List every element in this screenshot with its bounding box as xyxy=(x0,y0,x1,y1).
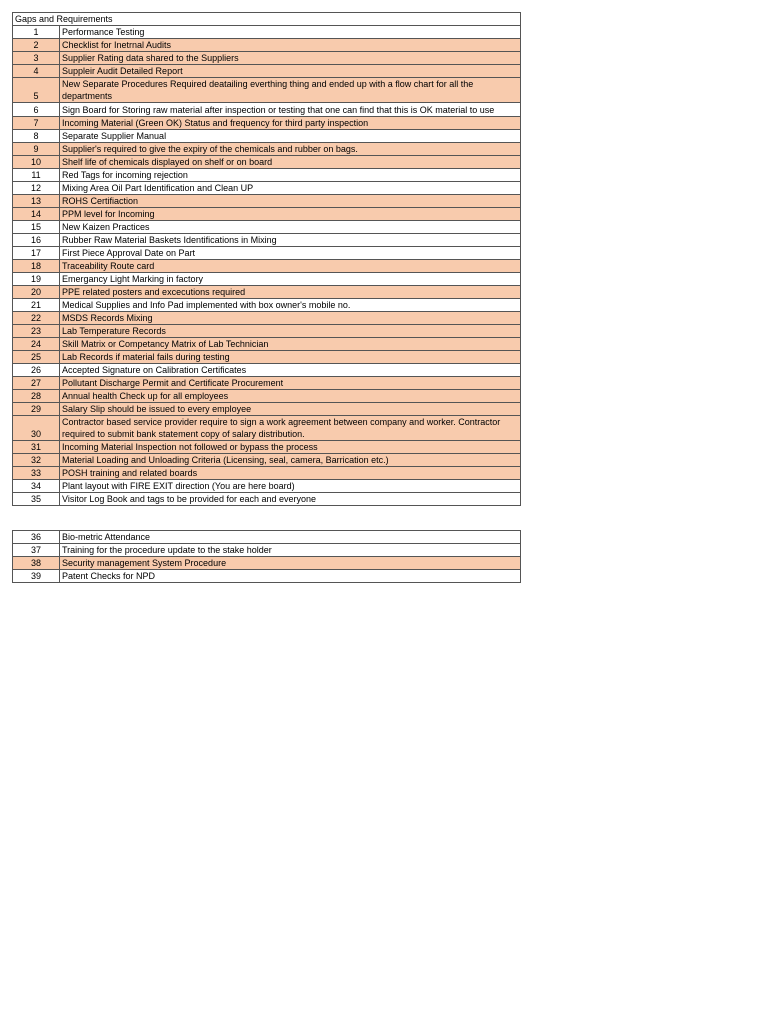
row-number-cell[interactable]: 19 xyxy=(13,273,60,286)
row-number-cell[interactable]: 36 xyxy=(13,531,60,544)
table-row xyxy=(13,169,521,182)
table-row xyxy=(13,570,521,583)
requirement-cell[interactable]: Separate Supplier Manual xyxy=(60,130,521,143)
requirement-cell[interactable]: PPE related posters and excecutions required xyxy=(60,286,521,299)
row-number-cell[interactable]: 17 xyxy=(13,247,60,260)
row-number-cell[interactable]: 27 xyxy=(13,377,60,390)
requirement-cell[interactable]: Shelf life of chemicals displayed on shelf or on board xyxy=(60,156,521,169)
requirement-cell[interactable]: Security management System Procedure xyxy=(60,557,521,570)
table-title[interactable]: Gaps and Requirements xyxy=(13,13,521,26)
requirement-cell[interactable]: New Kaizen Practices xyxy=(60,221,521,234)
table-row xyxy=(13,557,521,570)
requirement-cell[interactable]: Rubber Raw Material Baskets Identifications in Mixing xyxy=(60,234,521,247)
row-number-cell[interactable]: 16 xyxy=(13,234,60,247)
requirement-cell[interactable]: PPM level for Incoming xyxy=(60,208,521,221)
requirement-cell[interactable]: Performance Testing xyxy=(60,26,521,39)
requirement-cell[interactable]: Visitor Log Book and tags to be provided for each and everyone xyxy=(60,493,521,506)
row-number-cell[interactable]: 23 xyxy=(13,325,60,338)
table-row xyxy=(13,65,521,78)
row-number-cell[interactable]: 20 xyxy=(13,286,60,299)
table-row xyxy=(13,156,521,169)
row-number-cell[interactable]: 30 xyxy=(13,416,60,441)
row-number-cell[interactable]: 24 xyxy=(13,338,60,351)
row-number-cell[interactable]: 4 xyxy=(13,65,60,78)
table-row xyxy=(13,390,521,403)
requirement-cell[interactable]: Pollutant Discharge Permit and Certificate Procurement xyxy=(60,377,521,390)
table-row xyxy=(13,467,521,480)
table-title-row xyxy=(13,13,521,26)
table-row xyxy=(13,325,521,338)
requirement-cell[interactable]: Patent Checks for NPD xyxy=(60,570,521,583)
row-number-cell[interactable]: 28 xyxy=(13,390,60,403)
row-number-cell[interactable]: 18 xyxy=(13,260,60,273)
table-row xyxy=(13,182,521,195)
table-row xyxy=(13,351,521,364)
row-number-cell[interactable]: 34 xyxy=(13,480,60,493)
requirement-cell[interactable]: Supplier Rating data shared to the Suppliers xyxy=(60,52,521,65)
table-row xyxy=(13,544,521,557)
row-number-cell[interactable]: 10 xyxy=(13,156,60,169)
table-row xyxy=(13,286,521,299)
row-number-cell[interactable]: 8 xyxy=(13,130,60,143)
table-row xyxy=(13,403,521,416)
requirement-cell[interactable]: Lab Temperature Records xyxy=(60,325,521,338)
table-row xyxy=(13,312,521,325)
requirement-cell[interactable]: Red Tags for incoming rejection xyxy=(60,169,521,182)
row-number-cell[interactable]: 1 xyxy=(13,26,60,39)
table-row xyxy=(13,130,521,143)
table-row xyxy=(13,260,521,273)
requirement-cell[interactable]: Mixing Area Oil Part Identification and Clean UP xyxy=(60,182,521,195)
table-row xyxy=(13,117,521,130)
row-number-cell[interactable]: 22 xyxy=(13,312,60,325)
row-number-cell[interactable]: 37 xyxy=(13,544,60,557)
table-row xyxy=(13,247,521,260)
table-row xyxy=(13,531,521,544)
row-number-cell[interactable]: 15 xyxy=(13,221,60,234)
requirement-cell[interactable]: MSDS Records Mixing xyxy=(60,312,521,325)
requirement-cell[interactable]: Traceability Route card xyxy=(60,260,521,273)
requirement-cell[interactable]: POSH training and related boards xyxy=(60,467,521,480)
requirement-cell[interactable]: Checklist for Inetrnal Audits xyxy=(60,39,521,52)
spreadsheet xyxy=(12,12,521,583)
row-number-cell[interactable]: 32 xyxy=(13,454,60,467)
row-number-cell[interactable]: 3 xyxy=(13,52,60,65)
table-row xyxy=(13,493,521,506)
table-row xyxy=(13,454,521,467)
row-number-cell[interactable]: 26 xyxy=(13,364,60,377)
requirement-cell[interactable]: Annual health Check up for all employees xyxy=(60,390,521,403)
requirement-cell[interactable]: ROHS Certifiaction xyxy=(60,195,521,208)
requirement-cell[interactable]: Contractor based service provider require to sign a work agreement between company and worker. Contractor required to submit bank statement copy of salary distribution. xyxy=(60,416,521,441)
row-number-cell[interactable]: 9 xyxy=(13,143,60,156)
table-row xyxy=(13,103,521,117)
table-row xyxy=(13,26,521,39)
row-number-cell[interactable]: 31 xyxy=(13,441,60,454)
table-row xyxy=(13,299,521,312)
row-number-cell[interactable]: 35 xyxy=(13,493,60,506)
requirement-cell[interactable]: First Piece Approval Date on Part xyxy=(60,247,521,260)
table-row xyxy=(13,364,521,377)
requirement-cell[interactable]: New Separate Procedures Required deatailing everthing thing and ended up with a flow chart for all the departments xyxy=(60,78,521,103)
row-number-cell[interactable]: 11 xyxy=(13,169,60,182)
table-row xyxy=(13,143,521,156)
row-number-cell[interactable]: 29 xyxy=(13,403,60,416)
table-row xyxy=(13,52,521,65)
row-number-cell[interactable]: 7 xyxy=(13,117,60,130)
row-number-cell[interactable]: 6 xyxy=(13,103,60,117)
table-row xyxy=(13,221,521,234)
table-row xyxy=(13,234,521,247)
row-number-cell[interactable]: 13 xyxy=(13,195,60,208)
table-row xyxy=(13,377,521,390)
requirement-cell[interactable]: Emergancy Light Marking in factory xyxy=(60,273,521,286)
requirement-cell[interactable]: Training for the procedure update to the stake holder xyxy=(60,544,521,557)
requirement-cell[interactable]: Plant layout with FIRE EXIT direction (You are here board) xyxy=(60,480,521,493)
row-number-cell[interactable]: 33 xyxy=(13,467,60,480)
table-row xyxy=(13,338,521,351)
table-row xyxy=(13,416,521,441)
requirements-table xyxy=(12,12,521,506)
row-number-cell[interactable]: 38 xyxy=(13,557,60,570)
requirement-cell[interactable]: Medical Supplies and Info Pad implemented with box owner's mobile no. xyxy=(60,299,521,312)
requirement-cell[interactable]: Incoming Material (Green OK) Status and frequency for third party inspection xyxy=(60,117,521,130)
requirement-cell[interactable]: Lab Records if material fails during testing xyxy=(60,351,521,364)
row-number-cell[interactable]: 21 xyxy=(13,299,60,312)
table-row xyxy=(13,208,521,221)
table-row xyxy=(13,441,521,454)
requirement-cell[interactable]: Bio-metric Attendance xyxy=(60,531,521,544)
requirement-cell[interactable]: Incoming Material Inspection not followed or bypass the process xyxy=(60,441,521,454)
table-row xyxy=(13,39,521,52)
additional-requirements-table xyxy=(12,530,521,583)
requirement-cell[interactable]: Sign Board for Storing raw material after inspection or testing that one can find that this is OK material to use xyxy=(60,103,521,117)
requirement-cell[interactable]: Suppleir Audit Detailed Report xyxy=(60,65,521,78)
row-number-cell[interactable]: 5 xyxy=(13,78,60,103)
row-number-cell[interactable]: 25 xyxy=(13,351,60,364)
requirement-cell[interactable]: Supplier's required to give the expiry of the chemicals and rubber on bags. xyxy=(60,143,521,156)
row-number-cell[interactable]: 2 xyxy=(13,39,60,52)
row-number-cell[interactable]: 39 xyxy=(13,570,60,583)
requirement-cell[interactable]: Skill Matrix or Competancy Matrix of Lab Technician xyxy=(60,338,521,351)
requirement-cell[interactable]: Salary Slip should be issued to every employee xyxy=(60,403,521,416)
row-number-cell[interactable]: 14 xyxy=(13,208,60,221)
table-row xyxy=(13,273,521,286)
table-row xyxy=(13,78,521,103)
requirement-cell[interactable]: Accepted Signature on Calibration Certificates xyxy=(60,364,521,377)
table-row xyxy=(13,195,521,208)
table-row xyxy=(13,480,521,493)
requirement-cell[interactable]: Material Loading and Unloading Criteria (Licensing, seal, camera, Barrication etc.) xyxy=(60,454,521,467)
row-number-cell[interactable]: 12 xyxy=(13,182,60,195)
